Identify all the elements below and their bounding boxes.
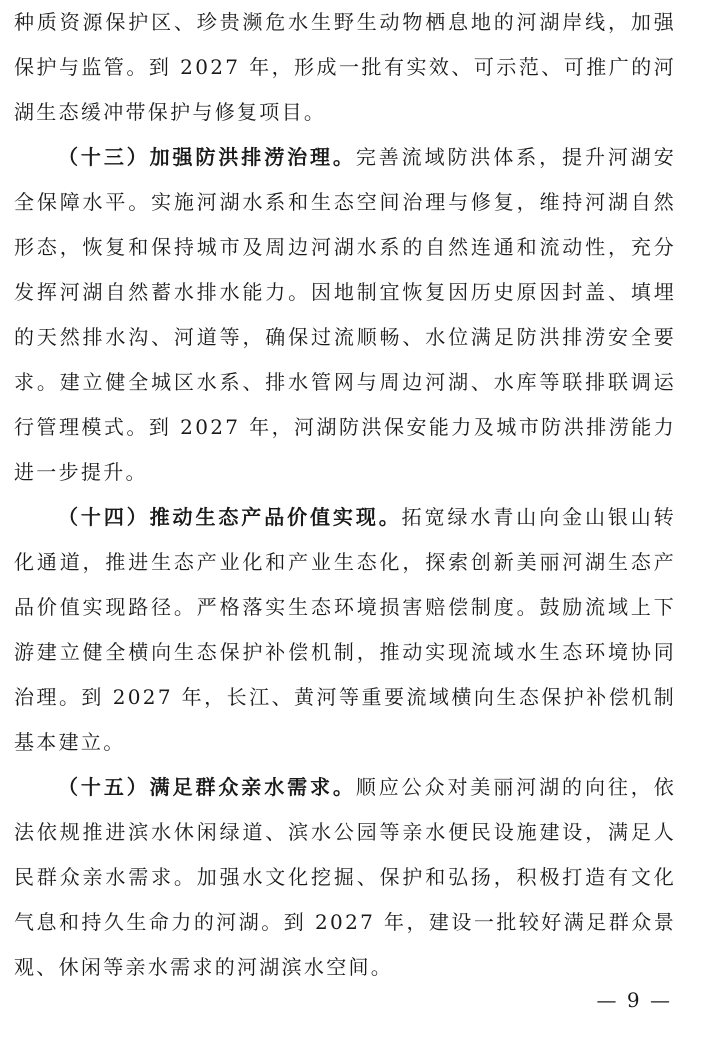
paragraph-continued [14, 0, 676, 135]
paragraph-waterfront-needs [14, 765, 676, 990]
section-heading: （十三）加强防洪排涝治理。 [58, 145, 356, 169]
document-page [14, 0, 676, 990]
paragraph-body: 顺应公众对美丽河湖的向往，依法依规推进滨水休闲绿道、滨水公园等亲水便民设施建设，满足人民群众亲水需求。加强水文化挖掘、保护和弘扬，积极打造有文化气息和持久生命力的河湖。到 2027 年，建设一批较好满足群众景观、休闲等亲水需求的河湖滨水空间。 [14, 775, 677, 979]
section-heading: （十四）推动生态产品价值实现。 [58, 505, 402, 529]
page-number: — 9 — [596, 988, 672, 1012]
paragraph-ecological-products [14, 495, 676, 765]
paragraph-body: 种质资源保护区、珍贵濒危水生野生动物栖息地的河湖岸线，加强保护与监管。到 2027 年，形成一批有实效、可示范、可推广的河湖生态缓冲带保护与修复项目。 [14, 10, 676, 124]
section-heading: （十五）满足群众亲水需求。 [58, 775, 356, 799]
paragraph-body: 拓宽绿水青山向金山银山转化通道，推进生态产业化和产业生态化，探索创新美丽河湖生态产品价值实现路径。严格落实生态环境损害赔偿制度。鼓励流域上下游建立健全横向生态保护补偿机制，推动实现流域水生态环境协同治理。到 2027 年，长江、黄河等重要流域横向生态保护补偿机制基本建立。 [14, 505, 676, 754]
paragraph-flood-control [14, 135, 676, 495]
paragraph-body: 完善流域防洪体系，提升河湖安全保障水平。实施河湖水系和生态空间治理与修复，维持河湖自然形态，恢复和保持城市及周边河湖水系的自然连通和流动性，充分发挥河湖自然蓄水排水能力。因地制宜恢复因历史原因封盖、填埋的天然排水沟、河道等，确保过流顺畅、水位满足防洪排涝安全要求。建立健全城区水系、排水管网与周边河湖、水库等联排联调运行管理模式。到 2027 年，河湖防洪保安能力及城市防洪排涝能力进一步提升。 [14, 145, 677, 484]
